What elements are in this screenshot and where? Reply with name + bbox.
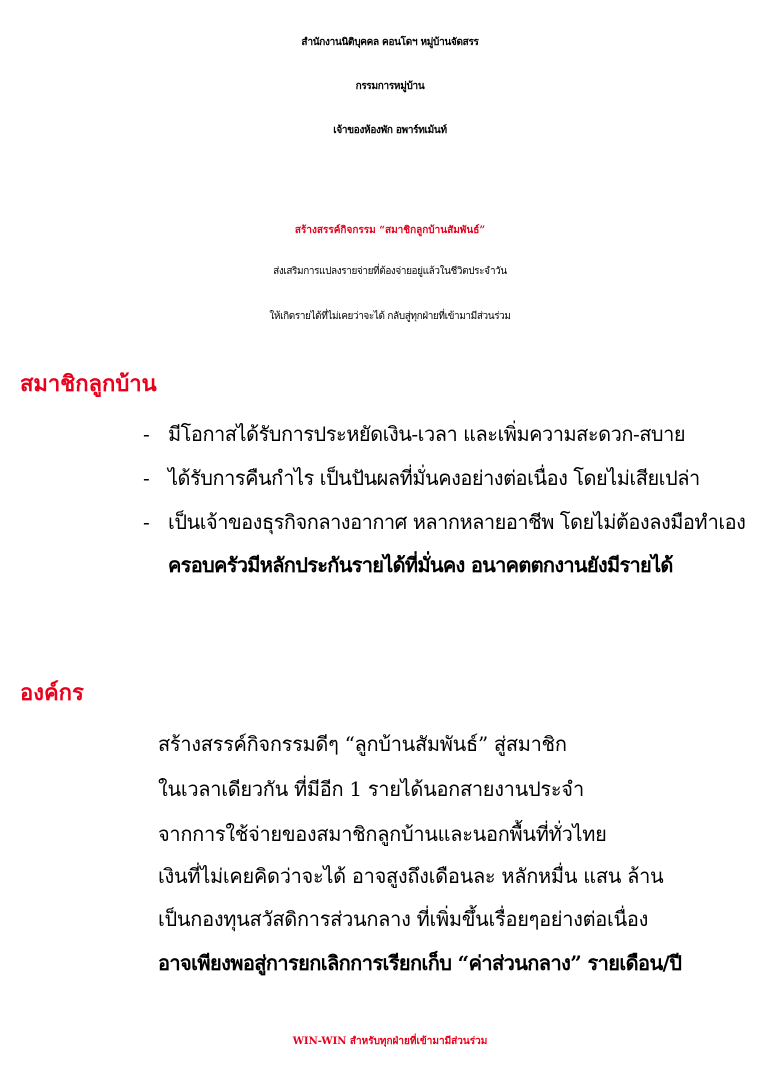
organization-line-4: เงินที่ไม่เคยคิดว่าจะได้ อาจสูงถึงเดือนละ หลักหมื่น แสน ล้าน [158,864,664,888]
header-line-2: กรรมการหมู่บ้าน [355,81,425,92]
intro-title: สร้างสรรค์กิจกรรม “สมาชิกลูกบ้านสัมพันธ์” [294,225,486,236]
intro-line-2: ให้เกิดรายได้ที่ไม่เคยว่าจะได้ กลับสู่ทุกฝ่ายที่เข้ามามีส่วนร่วม [269,311,511,322]
bullet-dash: - [143,422,150,446]
footer-tagline: WIN-WIN สำหรับทุกฝ่ายที่เข้ามามีส่วนร่วม [292,1036,488,1047]
organization-line-1: สร้างสรรค์กิจกรรมดีๆ “ลูกบ้านสัมพันธ์” สู่สมาชิก [158,732,567,756]
organization-title: องค์กร [20,680,84,706]
members-bullet-3: เป็นเจ้าของธุรกิจกลางอากาศ หลากหลายอาชีพ โดยไม่ต้องลงมือทำเอง [168,510,746,534]
members-title: สมาชิกลูกบ้าน [20,371,157,397]
members-bullet-1: มีโอกาสได้รับการประหยัดเงิน-เวลา และเพิ่มความสะดวก-สบาย [168,422,686,446]
organization-line-3: จากการใช้จ่ายของสมาชิกลูกบ้านและนอกพื้นที่ทั่วไทย [158,822,607,846]
organization-line-5: เป็นกองทุนสวัสดิการส่วนกลาง ที่เพิ่มขึ้นเรื่อยๆอย่างต่อเนื่อง [158,907,649,931]
header-line-3: เจ้าของห้องพัก อพาร์ทเม้นท์ [333,125,447,136]
members-bullet-2: ได้รับการคืนกำไร เป็นปันผลที่มั่นคงอย่างต่อเนื่อง โดยไม่เสียเปล่า [168,466,700,490]
bullet-dash: - [143,510,150,534]
header-line-1: สำนักงานนิติบุคคล คอนโดฯ หมู่บ้านจัดสรร [301,37,479,48]
bullet-dash: - [143,466,150,490]
organization-line-2: ในเวลาเดียวกัน ที่มีอีก 1 รายได้นอกสายงานประจำ [158,777,584,801]
members-emphasis: ครอบครัวมีหลักประกันรายได้ที่มั่นคง อนาคตตกงานยังมีรายได้ [168,553,673,577]
organization-emphasis: อาจเพียงพอสู่การยกเลิกการเรียกเก็บ “ค่าส่วนกลาง” รายเดือน/ปี [158,951,682,975]
intro-line-1: ส่งเสริมการแปลงรายจ่ายที่ต้องจ่ายอยู่แล้วในชีวิตประจำวัน [273,266,507,277]
